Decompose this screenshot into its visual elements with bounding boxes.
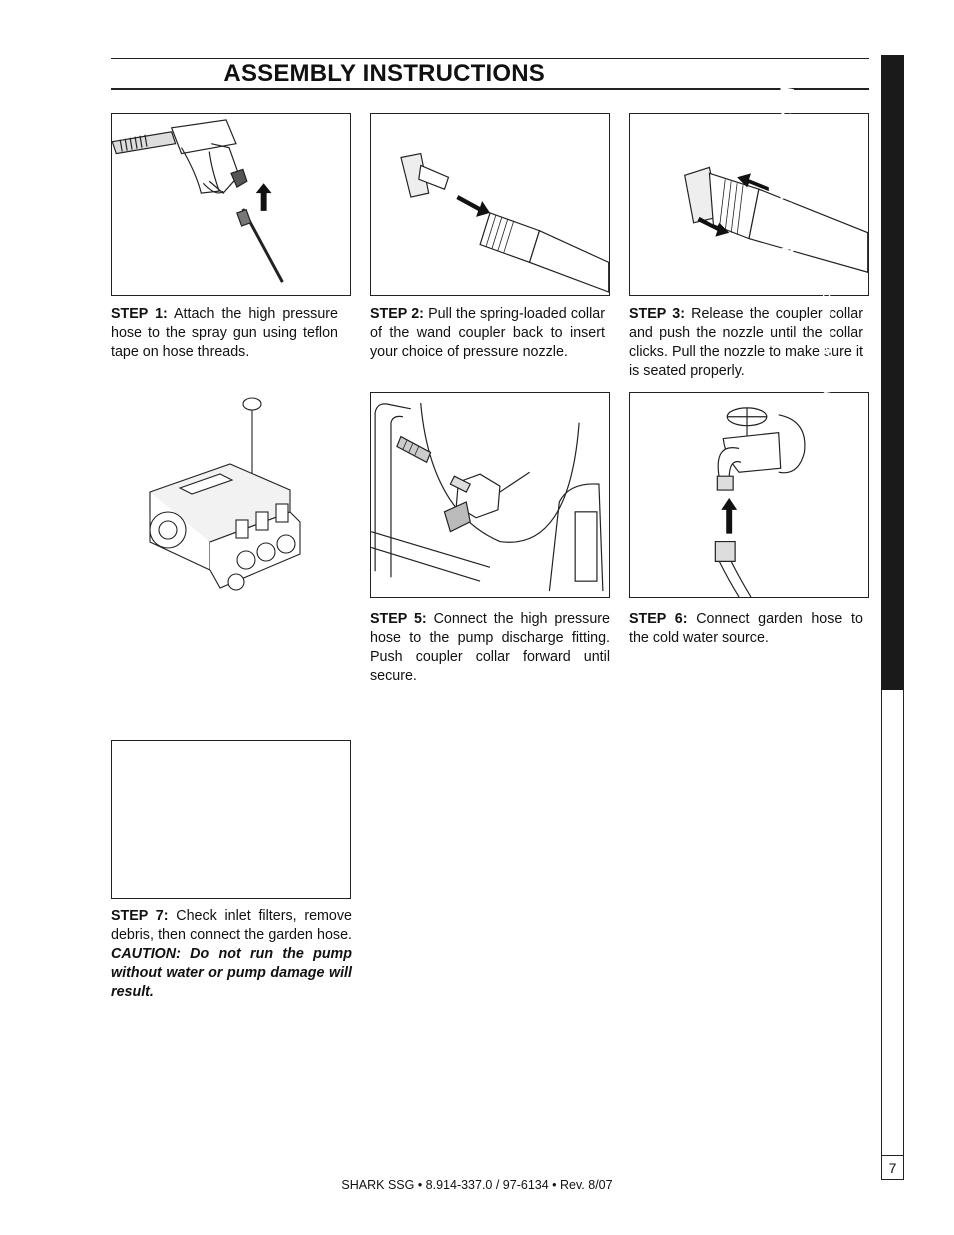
step6-label: STEP 6: [629,611,688,627]
step1-body: Attach the high pressure hose to the spray gun using teflon tape on hose threads. [111,306,338,360]
figure-step5-discharge-fitting [370,392,610,598]
step7-label: STEP 7: [111,908,169,924]
step6-text [629,610,863,648]
step7-text [111,907,352,1002]
step6-body: Connect garden hose to the cold water source. [629,611,863,646]
footer-text: SHARK SSG • 8.914-337.0 / 97-6134 • Rev. 8/07 [341,1178,613,1192]
step2-text [370,305,605,362]
step5-label: STEP 5: [370,611,427,627]
step1-text [111,305,338,362]
step7-body: Check inlet filters, remove debris, then connect the garden hose. [111,908,352,943]
step1-label: STEP 1: [111,306,168,322]
page-title: ASSEMBLY INSTRUCTIONS [223,60,545,87]
side-tab-title-wrap [774,60,904,280]
figure-step7-empty [111,740,351,899]
step7-caution: CAUTION: Do not run the pump without water or pump damage will result. [111,946,352,1000]
figure-pump [140,392,320,600]
figure-step6-faucet [629,392,869,598]
side-tab-title: PRESSURE WASHER [774,60,796,254]
step5-text [370,610,610,686]
side-tab-subtitle: OPERATOR'S MANUAL [819,292,832,414]
title-rule-bottom [111,88,869,90]
figure-step3-nozzle-seated [629,113,869,296]
side-frame [881,690,904,1180]
step2-label: STEP 2: [370,306,424,322]
title-rule-top [111,58,869,59]
side-tab-subtitle-wrap [819,292,904,452]
step5-body: Connect the high pressure hose to the pump discharge fitting. Push coupler collar forward until secure. [370,611,610,684]
figure-step2-nozzle-coupler [370,113,610,296]
step3-body: Release the coupler collar and push the nozzle until the collar clicks. Pull the nozzle to make sure it is seated properly. [629,306,863,379]
page-number: 7 [881,1155,904,1180]
figure-step1-spray-gun [111,113,351,296]
step2-body: Pull the spring-loaded collar of the wand coupler back to insert your choice of pressure nozzle. [370,306,605,360]
step3-label: STEP 3: [629,306,685,322]
